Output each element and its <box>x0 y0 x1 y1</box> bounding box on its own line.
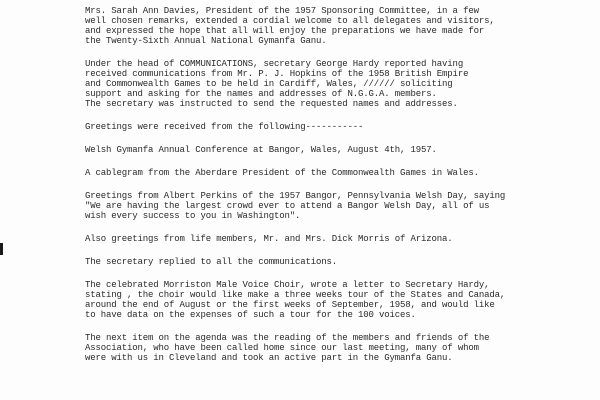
text-line: the Twenty-Sixth Annual National Gymanfa Ganu. <box>85 36 327 46</box>
paragraph-bangor-greetings <box>85 191 590 221</box>
text-line: Mrs. Sarah Ann Davies, President of the 1957 Sponsoring Committee, in a few <box>85 6 479 16</box>
text-line: The next item on the agenda was the reading of the members and friends of the <box>85 333 490 343</box>
text-line: and expressed the hope that all will enjoy the preparations we have made for <box>85 26 485 36</box>
text-line: to have data on the expenses of such a tour for the 100 voices. <box>85 310 416 320</box>
scan-edge-mark <box>0 243 3 255</box>
paragraph-memorial <box>85 333 590 363</box>
paragraph-greetings-heading <box>85 122 590 132</box>
text-line: were with us in Cleveland and took an active part in the Gymanfa Ganu. <box>85 353 453 363</box>
text-line: Association, who have been called home since our last meeting, many of whom <box>85 343 479 353</box>
text-line: Under the head of COMMUNICATIONS, secretary George Hardy reported having <box>85 59 464 69</box>
text-line: well chosen remarks, extended a cordial welcome to all delegates and visitors, <box>85 16 495 26</box>
paragraph-life-members <box>85 234 590 244</box>
text-line: The secretary was instructed to send the requested names and addresses. <box>85 99 458 109</box>
paragraph-cablegram <box>85 168 590 178</box>
text-line: support and asking for the names and addresses of N.G.G.A. members. <box>85 89 437 99</box>
paragraph-morriston-choir <box>85 280 590 320</box>
text-line: Greetings from Albert Perkins of the 1957 Bangor, Pennsylvania Welsh Day, saying <box>85 191 506 201</box>
text-line: and Commonwealth Games to be held in Cardiff, Wales, ////// soliciting <box>85 79 453 89</box>
text-line: wish every success to you in Washington". <box>85 211 301 221</box>
paragraph-secretary-replied <box>85 257 590 267</box>
paragraph-welcome <box>85 6 590 46</box>
minutes-text <box>85 6 590 376</box>
text-line: The celebrated Morriston Male Voice Choir, wrote a letter to Secretary Hardy, <box>85 280 490 290</box>
text-line: A cablegram from the Aberdare President of the Commonwealth Games in Wales. <box>85 168 479 178</box>
text-line: Greetings were received from the following----------- <box>85 122 364 132</box>
text-line: "We are having the largest crowd ever to attend a Bangor Welsh Day, all of us <box>85 201 490 211</box>
text-line: stating , the choir would like make a three weeks tour of the States and Canada, <box>85 290 506 300</box>
text-line: Also greetings from life members, Mr. and Mrs. Dick Morris of Arizona. <box>85 234 453 244</box>
paragraph-welsh-conference <box>85 145 590 155</box>
text-line: received communications from Mr. P. J. Hopkins of the 1958 British Empire <box>85 69 469 79</box>
text-line: The secretary replied to all the communications. <box>85 257 338 267</box>
paragraph-communications <box>85 59 590 109</box>
text-line: Welsh Gymanfa Annual Conference at Bangor, Wales, August 4th, 1957. <box>85 145 437 155</box>
text-line: around the end of August or the first weeks of September, 1958, and would like <box>85 300 495 310</box>
